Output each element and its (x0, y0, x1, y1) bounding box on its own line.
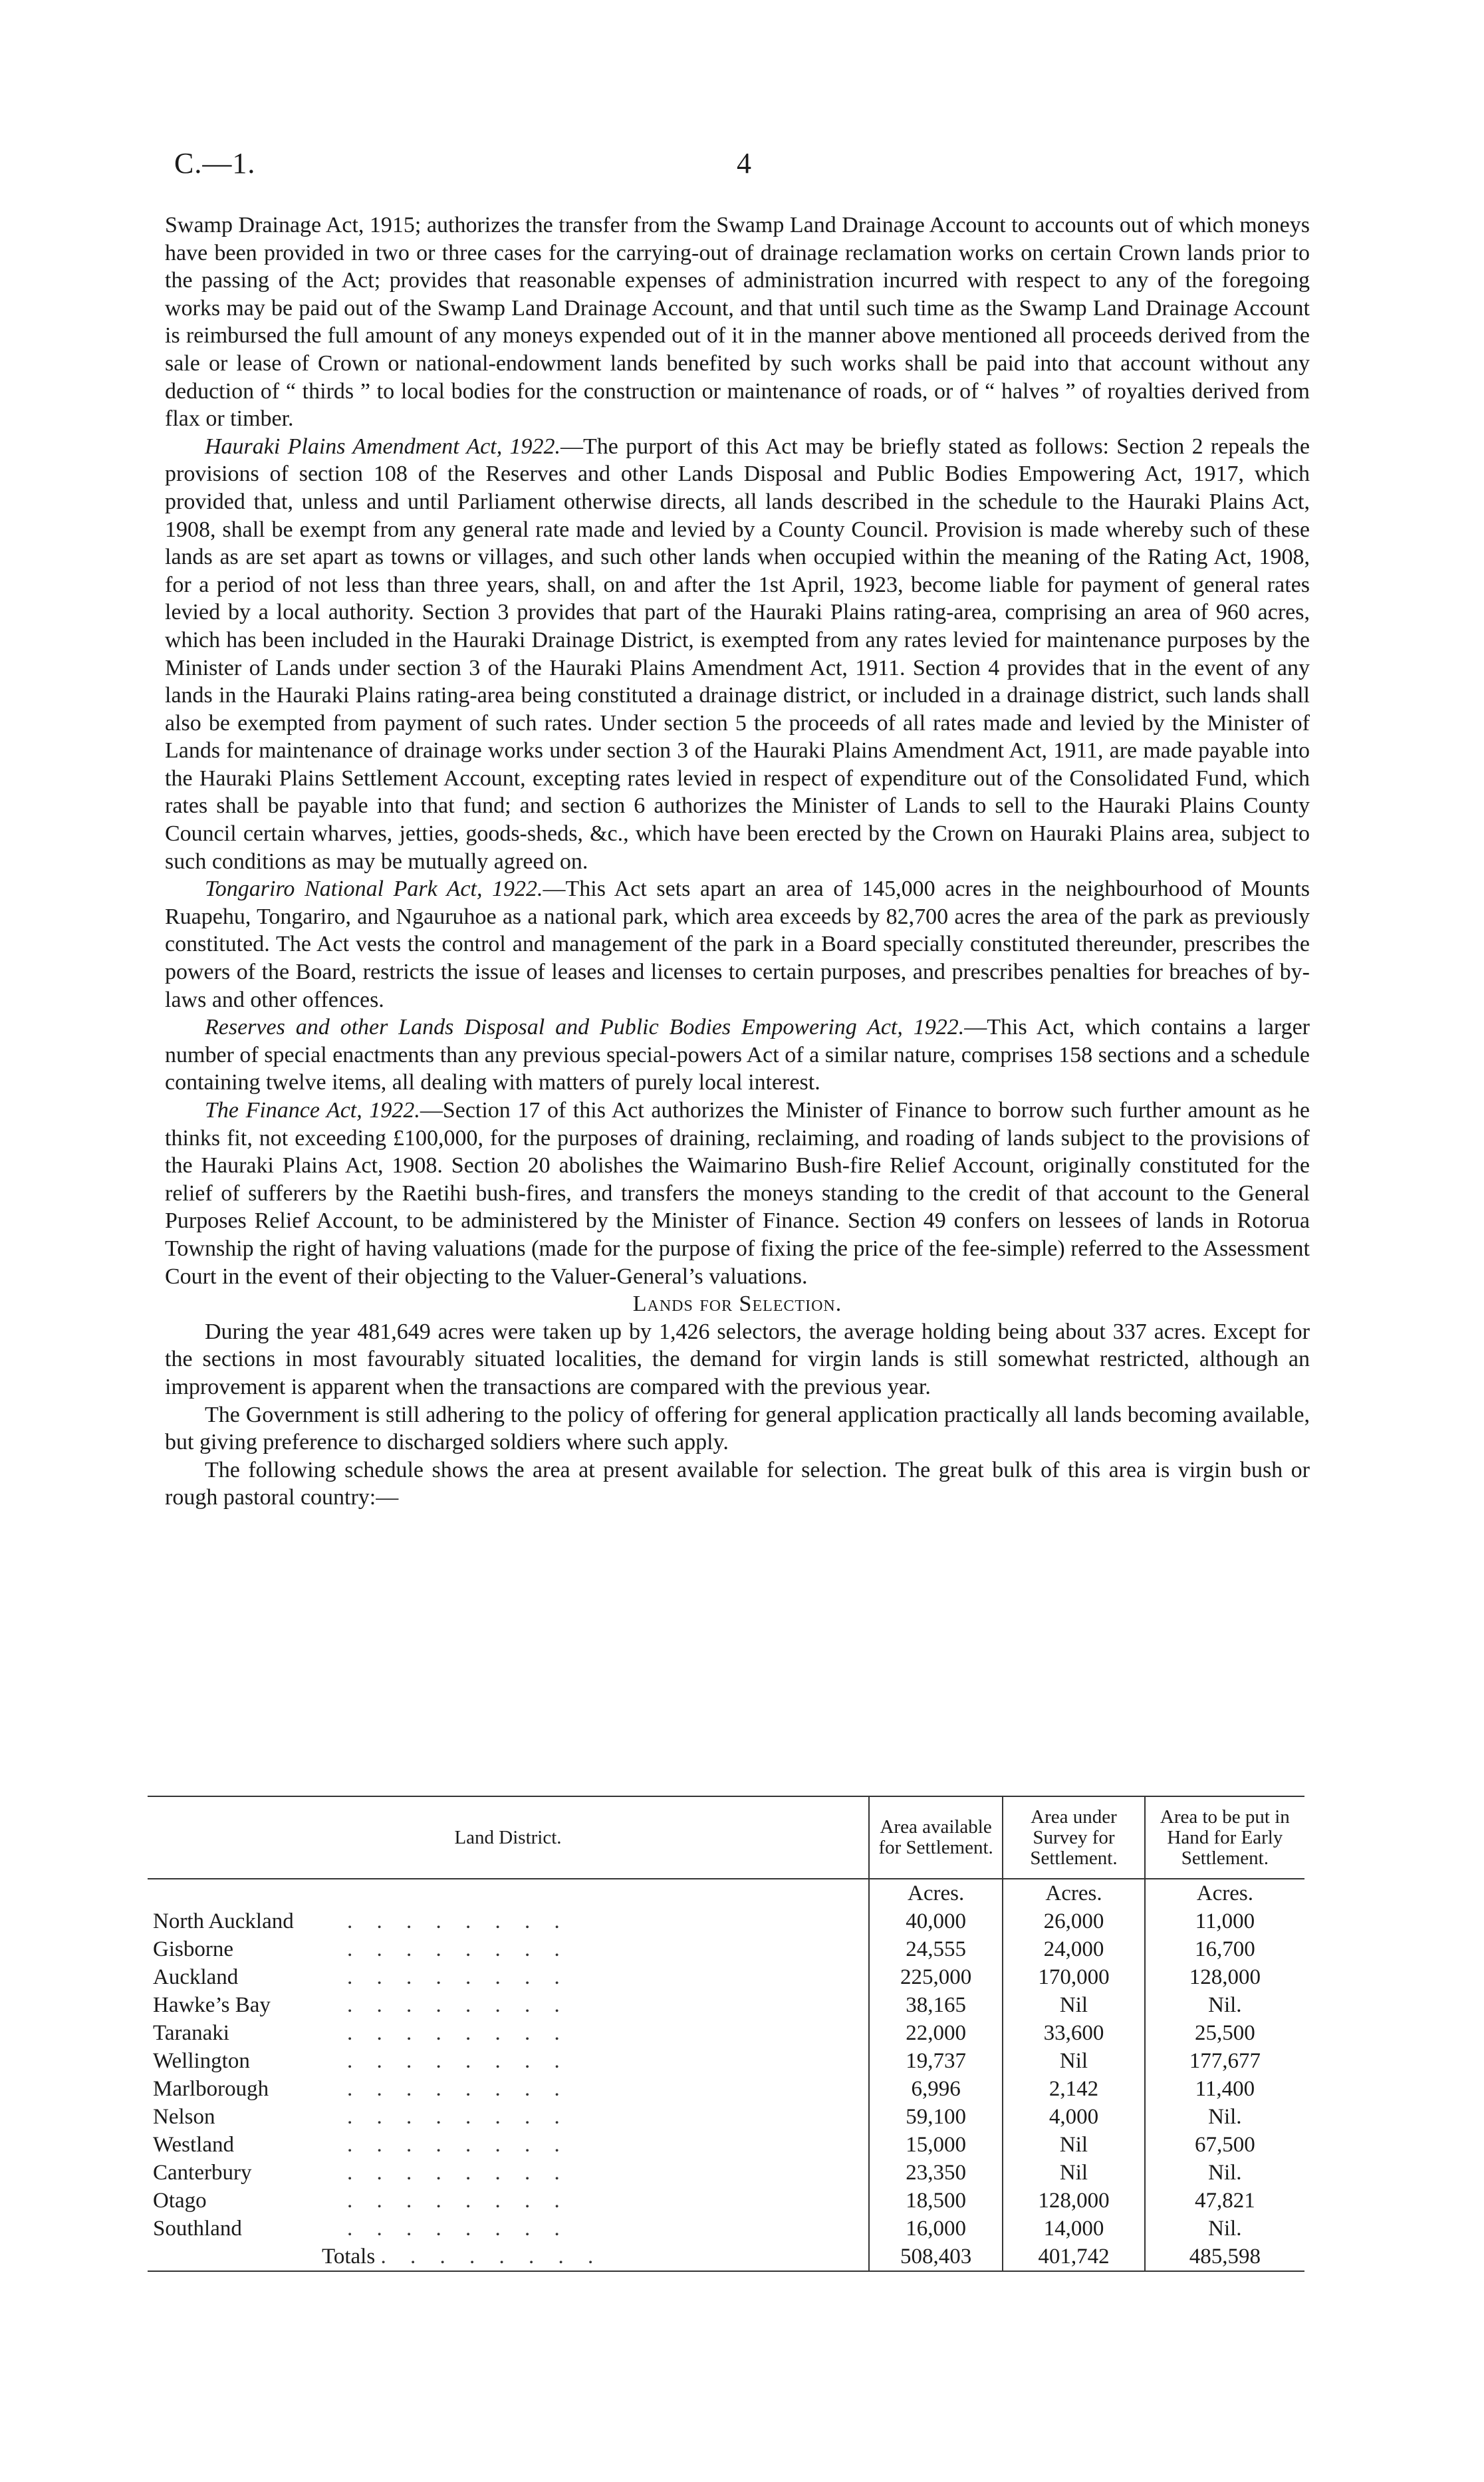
land-district-cell (148, 2103, 869, 2131)
dot-leaders: . . . . . . . . (347, 2217, 569, 2241)
land-district-cell (148, 2215, 869, 2243)
units-row (148, 1879, 1304, 1907)
table-row (148, 2103, 1304, 2131)
dot-leaders: . . . . . . . . (347, 2105, 569, 2129)
paragraph (165, 1014, 1310, 1097)
totals-row (148, 2243, 1304, 2271)
land-district-name: Auckland (153, 1965, 239, 1989)
table-row (148, 2019, 1304, 2047)
land-district-cell (148, 2019, 869, 2047)
area-survey-cell: Nil (1003, 2047, 1144, 2075)
area-available-cell: 24,555 (869, 1935, 1003, 1963)
table-row (148, 2187, 1304, 2215)
area-survey-cell: 26,000 (1003, 1907, 1144, 1935)
land-district-cell (148, 2075, 869, 2103)
document-reference: C.—1. (174, 147, 256, 180)
dot-leaders: . . . . . . . . (347, 1937, 569, 1961)
paragraph: During the year 481,649 acres were taken up by 1,426 selectors, the average holding being about 337 acres. Except for the sections in most favourably situated localities, the demand for virgin lands is still somewhat restricted, although an improvement is apparent when the transactions are compared with the previous year. (165, 1319, 1310, 1399)
land-district-name: Nelson (153, 2105, 215, 2129)
units-blank (148, 1879, 869, 1907)
act-title: The Finance Act, 1922. (205, 1098, 420, 1123)
header-area-survey: Area under Survey for Settlement. (1003, 1797, 1144, 1879)
area-early-cell: Nil. (1145, 2159, 1304, 2187)
paragraph-text: —This Act sets apart an area of 145,000 acres in the neighbourhood of Mounts Ruapehu, Tongariro, and Ngauruhoe as a national park, which area exceeds by 82,700 acres the area of the park as previously constituted. The Act vests the control and management of the park in a Board specially constituted thereunder, prescribes the powers of the Board, restricts the issue of leases and licenses to certain purposes, and prescribes penalties for breaches of by-laws and other offences. (165, 877, 1310, 1012)
area-survey-cell: Nil (1003, 2159, 1144, 2187)
area-early-cell: 128,000 (1145, 1963, 1304, 1991)
area-available-cell: 18,500 (869, 2187, 1003, 2215)
land-district-cell (148, 1991, 869, 2019)
header-land-district: Land District. (148, 1797, 869, 1879)
dot-leaders: . . . . . . . . (347, 2077, 569, 2101)
land-district-name: Southland (153, 2217, 242, 2241)
area-early-cell: 11,400 (1145, 2075, 1304, 2103)
dot-leaders: . . . . . . . . (347, 1993, 569, 2017)
area-survey-cell: Nil (1003, 2131, 1144, 2159)
table-row (148, 2215, 1304, 2243)
area-survey-cell: 14,000 (1003, 2215, 1144, 2243)
act-title: Hauraki Plains Amendment Act, 1922. (205, 434, 561, 459)
body-text (165, 211, 1310, 1512)
table-row (148, 2131, 1304, 2159)
area-available-cell: 22,000 (869, 2019, 1003, 2047)
land-district-name: Otago (153, 2189, 207, 2213)
dot-leaders: . . . . . . . . (347, 2161, 569, 2185)
unit-label: Acres. (869, 1879, 1003, 1907)
area-available-cell: 19,737 (869, 2047, 1003, 2075)
paragraph: The Government is still adhering to the policy of offering for general application practically all lands becoming available, but giving preference to discharged soldiers where such apply. (165, 1402, 1310, 1455)
area-early-cell: 177,677 (1145, 2047, 1304, 2075)
land-district-cell (148, 2047, 869, 2075)
total-early: 485,598 (1145, 2243, 1304, 2271)
paragraph (165, 211, 1310, 433)
totals-label: Totals . . . . . . . . (322, 2245, 603, 2269)
table-row (148, 2047, 1304, 2075)
section-heading: Lands for Selection. (632, 1292, 842, 1317)
land-district-cell (148, 2159, 869, 2187)
land-district-name: Gisborne (153, 1937, 233, 1961)
table-row (148, 2159, 1304, 2187)
unit-label: Acres. (1003, 1879, 1144, 1907)
dot-leaders: . . . . . . . . (347, 2189, 569, 2213)
area-available-cell: 6,996 (869, 2075, 1003, 2103)
table-row (148, 1991, 1304, 2019)
paragraph (165, 433, 1310, 876)
table-row (148, 2075, 1304, 2103)
area-survey-cell: 33,600 (1003, 2019, 1144, 2047)
area-available-cell: 15,000 (869, 2131, 1003, 2159)
land-district-cell (148, 2187, 869, 2215)
land-district-cell (148, 1935, 869, 1963)
area-available-cell: 16,000 (869, 2215, 1003, 2243)
paragraph (165, 875, 1310, 1014)
land-district-cell (148, 1963, 869, 1991)
land-district-name: Canterbury (153, 2161, 252, 2185)
land-district-name: Taranaki (153, 2021, 229, 2045)
paragraph-text: —This Act, which contains a larger number of special enactments than any previous special-powers Act of a similar nature, comprises 158 sections and a schedule containing twelve items, all dealing with matters of purely local interest. (165, 1015, 1310, 1095)
table-row (148, 1963, 1304, 1991)
area-early-cell: 47,821 (1145, 2187, 1304, 2215)
area-early-cell: 11,000 (1145, 1907, 1304, 1935)
area-early-cell: Nil. (1145, 1991, 1304, 2019)
area-available-cell: 59,100 (869, 2103, 1003, 2131)
act-title: Tongariro National Park Act, 1922. (205, 877, 543, 902)
area-early-cell: Nil. (1145, 2103, 1304, 2131)
paragraph: The following schedule shows the area at present available for selection. The great bulk of this area is virgin bush or rough pastoral country:— (165, 1457, 1310, 1510)
paragraph (165, 1097, 1310, 1290)
header-area-available: Area available for Settlement. (869, 1797, 1003, 1879)
selection-schedule-table (148, 1796, 1304, 2272)
area-available-cell: 23,350 (869, 2159, 1003, 2187)
land-district-name: Hawke’s Bay (153, 1993, 271, 2017)
paragraph-text: —Section 17 of this Act authorizes the Minister of Finance to borrow such further amount as he thinks fit, not exceeding £100,000, for the purposes of draining, reclaiming, and roading of lands subject to the provisions of the Hauraki Plains Act, 1908. Section 20 abolishes the Waimarino Bush-fire Relief Account, originally constituted for the relief of sufferers by the Raetihi bush-fires, and transfers the moneys standing to the credit of that account to the General Purposes Relief Account, to be administered by the Minister of Finance. Section 49 confers on lessees of lands in Rotorua Township the right of having valuations (made for the purpose of fixing the price of the fee-simple) referred to the Assessment Court in the event of their objecting to the Valuer-General’s valuations. (165, 1098, 1310, 1289)
total-survey: 401,742 (1003, 2243, 1144, 2271)
dot-leaders: . . . . . . . . (347, 2133, 569, 2157)
land-district-name: Wellington (153, 2049, 250, 2073)
area-early-cell: 67,500 (1145, 2131, 1304, 2159)
area-survey-cell: Nil (1003, 1991, 1144, 2019)
area-early-cell: Nil. (1145, 2215, 1304, 2243)
header-area-early: Area to be put in Hand for Early Settlement. (1145, 1797, 1304, 1879)
land-district-name: Westland (153, 2133, 234, 2157)
paragraph-text: Swamp Drainage Act, 1915; authorizes the transfer from the Swamp Land Drainage Account to accounts out of which moneys have been provided in two or three cases for the carrying-out of drainage reclamation works on certain Crown lands prior to the passing of the Act; provides that reasonable expenses of administration incurred with respect to any of the foregoing works may be paid out of the Swamp Land Drainage Account, and that until such time as the Swamp Land Drainage Account is reimbursed the full amount of any moneys expended out of it in the manner above mentioned all proceeds derived from the sale or lease of Crown or national-endowment lands benefited by such works shall be paid into that account without any deduction of “ thirds ” to local bodies for the construction or maintenance of roads, or of “ halves ” of royalties derived from flax or timber. (165, 213, 1310, 432)
land-district-name: Marlborough (153, 2077, 269, 2101)
dot-leaders: . . . . . . . . (347, 2049, 569, 2073)
dot-leaders: . . . . . . . . (347, 1909, 569, 1933)
total-available: 508,403 (869, 2243, 1003, 2271)
area-survey-cell: 4,000 (1003, 2103, 1144, 2131)
area-survey-cell: 24,000 (1003, 1935, 1144, 1963)
area-survey-cell: 2,142 (1003, 2075, 1144, 2103)
paragraph-text: —The purport of this Act may be briefly stated as follows: Section 2 repeals the provisions of section 108 of the Reserves and other Lands Disposal and Public Bodies Empowering Act, 1917, which provided that, unless and until Parliament otherwise directs, all lands described in the schedule to the Hauraki Plains Act, 1908, shall be exempt from any general rate made and levied by a County Council. Provision is made whereby such of these lands as are set apart as towns or villages, and such other lands when occupied within the meaning of the Rating Act, 1908, for a period of not less than three years, shall, on and after the 1st April, 1923, become liable for payment of general rates levied by a local authority. Section 3 provides that part of the Hauraki Plains rating-area, comprising an area of 960 acres, which has been included in the Hauraki Drainage District, is exempted from any rates levied for maintenance purposes by the Minister of Lands under section 3 of the Hauraki Plains Amendment Act, 1911. Section 4 provides that in the event of any lands in the Hauraki Plains rating-area being constituted a drainage district, or included in a drainage district, such lands shall also be exempted from payment of such rates. Under section 5 the proceeds of all rates made and levied by the Minister of Lands for maintenance of drainage works under section 3 of the Hauraki Plains Amendment Act, 1911, are made payable into the Hauraki Plains Settlement Account, excepting rates levied in respect of expenditure out of the Consolidated Fund, which rates shall be payable into that fund; and section 6 authorizes the Minister of Lands to sell to the Hauraki Plains County Council certain wharves, jetties, goods-sheds, &c., which have been erected by the Crown on Hauraki Plains area, subject to such conditions as may be mutually agreed on. (165, 434, 1310, 874)
area-available-cell: 40,000 (869, 1907, 1003, 1935)
page-number: 4 (737, 147, 751, 180)
dot-leaders: . . . . . . . . (347, 1965, 569, 1989)
area-survey-cell: 170,000 (1003, 1963, 1144, 1991)
table-header-row (148, 1797, 1304, 1879)
table-bottom-rule (148, 2271, 1304, 2272)
table-row (148, 1935, 1304, 1963)
area-early-cell: 25,500 (1145, 2019, 1304, 2047)
area-available-cell: 38,165 (869, 1991, 1003, 2019)
area-available-cell: 225,000 (869, 1963, 1003, 1991)
table-row (148, 1907, 1304, 1935)
land-district-cell (148, 2131, 869, 2159)
land-district-cell (148, 1907, 869, 1935)
area-survey-cell: 128,000 (1003, 2187, 1144, 2215)
dot-leaders: . . . . . . . . (347, 2021, 569, 2045)
act-title: Reserves and other Lands Disposal and Public Bodies Empowering Act, 1922. (205, 1015, 965, 1040)
area-early-cell: 16,700 (1145, 1935, 1304, 1963)
land-district-name: North Auckland (153, 1909, 294, 1933)
unit-label: Acres. (1145, 1879, 1304, 1907)
